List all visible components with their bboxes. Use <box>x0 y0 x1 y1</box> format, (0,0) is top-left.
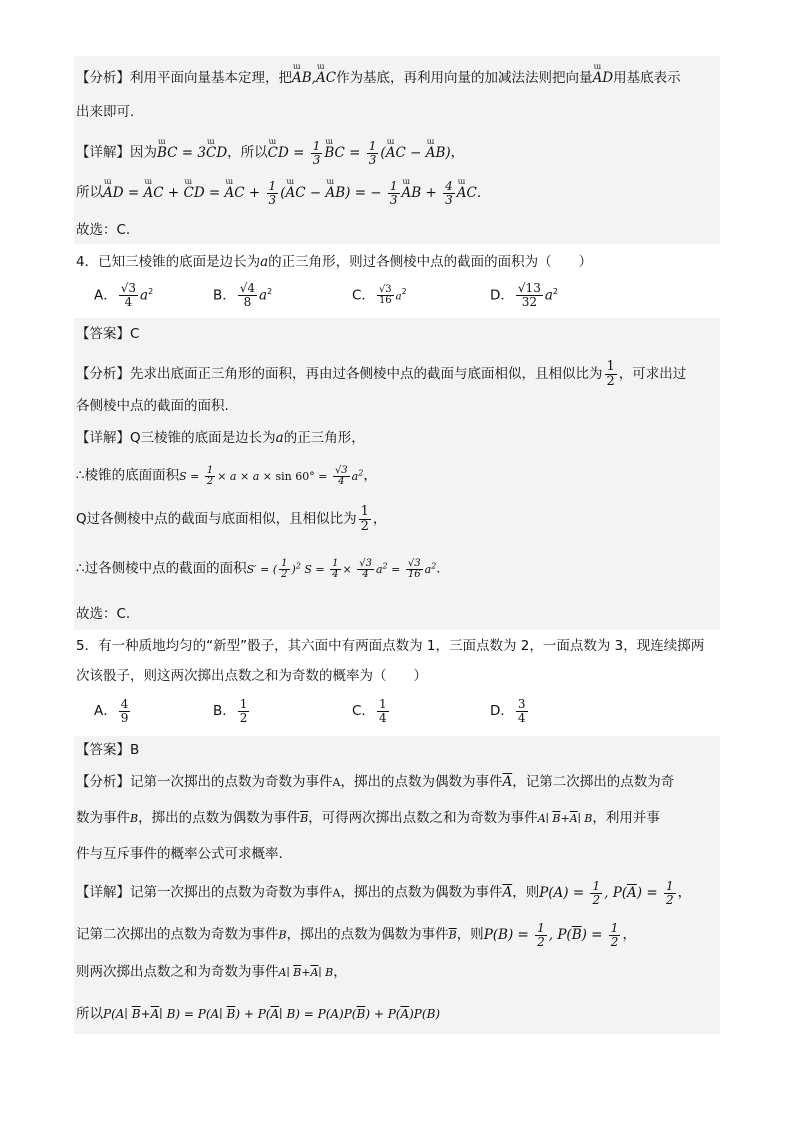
q5-stem-line-2: 次该骰子，则这两次掷出点数之和为奇数的概率为（ ） <box>76 668 427 684</box>
q4-detail-line-1: 【详解】Q三棱锥的底面是边长为a的正三角形， <box>76 430 365 446</box>
q4-analysis-line-2: 各侧棱中点的截面的面积. <box>76 398 229 414</box>
q4-conclusion: 故选：C. <box>76 606 131 622</box>
q4-option-a[interactable]: A． $\frac{√3}{4}$ $a^2$ <box>94 281 154 309</box>
q5-detail-line-1: 【详解】记第一次掷出的点数为奇数为事件A，掷出的点数为偶数为事件$\overline{A}$，则P(A) = $\frac{1}{2}$ , $P(\overline{A})$ = $\frac{1}{2}$ ， <box>76 879 692 907</box>
detail-line-1: 【详解】因为ɯ BC = 3ɯ CD，所以ɯ CD = $\frac{1}{3}$ ɯ BC = $\frac{1}{3}$ (ɯ AC − ɯ AB)， <box>76 140 464 166</box>
detail-label: 【详解】 <box>76 144 130 161</box>
formula-prob-sum: P(A∣ $\overline{B}+\overline{A}∣$ B) = P(A∣ $\overline{B}$) + $P(\overline{A}∣$ $B) = P(A)P(\overline{B}) + P(\overline{A})P(B)$ <box>103 1007 441 1021</box>
q4-stem: 4．已知三棱锥的底面是边长为a的正三角形，则过各侧棱中点的截面的面积为（ ） <box>76 254 593 270</box>
q4-answer: 【答案】C <box>76 326 140 342</box>
detail-line-2: 所以ɯ AD = ɯ AC + ɯ CD = ɯ AC + $\frac{1}{3}$ (ɯ AC − ɯ AB) = − $\frac{1}{3}$ ɯ AB + $\frac{4}{3}$ ɯ AC. <box>76 180 481 206</box>
formula-cd: ɯ CD = $\frac{1}{3}$ ɯ BC = $\frac{1}{3}$ (ɯ AC − ɯ AB) <box>268 145 451 161</box>
formula-section-area: S′ = ( $\frac{1}{2}$ )$^2$ S = $\frac{1}{4}$ × $\frac{√3}{4}$ $a^2$ = $\frac{√3}{16}$ $a^2$ <box>246 557 437 581</box>
analysis-line-2: 出来即可. <box>76 104 135 120</box>
answer-band-q4 <box>74 318 720 348</box>
q5-detail-line-2: 记第二次掷出的点数为奇数为事件B，掷出的点数为偶数为事件$\overline{B}$，则P(B) = $\frac{1}{2}$ , $P(\overline{B})$ = $\frac{1}{2}$ ， <box>76 921 636 949</box>
q5-option-d[interactable]: D． $\frac{3}{4}$ <box>490 697 526 725</box>
formula-pb: P(B) = $\frac{1}{2}$ , $P(\overline{B})$ = $\frac{1}{2}$ <box>483 921 619 949</box>
answer-band-q5 <box>74 736 720 764</box>
q4-analysis-line-1: 【分析】先求出底面正三角形的面积，再由过各侧棱中点的截面与底面相似，且相似比为 $\frac{1}{2}$ ，可求出过 <box>76 359 687 389</box>
q4-detail-line-2: ∴棱锥的底面面积S = $\frac{1}{2}$ × a × a × sin 60° = $\frac{√3}{4}$ $a^2$， <box>76 464 377 488</box>
formula-area: S = $\frac{1}{2}$ × a × a × sin 60° = $\frac{√3}{4}$ $a^2$ <box>179 464 364 488</box>
q5-detail-line-3: 则两次掷出点数之和为奇数为事件A∣ $\overline{B}+\overline{A}∣$ B， <box>76 964 347 980</box>
analysis-line-1: 【分析】利用平面向量基本定理，把ɯ AB,ɯ AC作为基底，再利用向量的加减法法则把向量ɯ AD用基底表示 <box>76 68 681 88</box>
analysis-band <box>74 56 720 126</box>
q5-analysis-line-2: 数为事件B，掷出的点数为偶数为事件$\overline{B}$，可得两次掷出点数之和为奇数为事件A∣ $\overline{B}+\overline{A}∣$ B，利用并事 <box>76 810 660 826</box>
formula-pa: P(A) = $\frac{1}{2}$ , $P(\overline{A})$ = $\frac{1}{2}$ <box>539 879 674 907</box>
q5-option-b[interactable]: B． $\frac{1}{2}$ <box>213 697 248 725</box>
q4-detail-line-4: ∴过各侧棱中点的截面的面积S′ = ( $\frac{1}{2}$ )$^2$ S = $\frac{1}{4}$ × $\frac{√3}{4}$ $a^2$ = $\frac{√3}{16}$ $a^2$. <box>76 557 441 581</box>
q5-detail-line-4: 所以P(A∣ $\overline{B}+\overline{A}∣$ B) = P(A∣ $\overline{B}$) + $P(\overline{A}∣$ $B) = P(A)P(\overline{B}) + P(\overline{A})P(B)$ <box>76 1006 441 1022</box>
q5-analysis-line-3: 件与互斥事件的概率公式可求概率. <box>76 846 283 862</box>
q5-option-c[interactable]: C． $\frac{1}{4}$ <box>352 697 387 725</box>
q4-option-d[interactable]: D． $\frac{√13}{32}$ $a^2$ <box>490 281 558 309</box>
analysis-label: 【分析】 <box>76 70 130 86</box>
q4-detail-line-3: Q过各侧棱中点的截面与底面相似，且相似比为 $\frac{1}{2}$ ， <box>76 504 387 534</box>
q4-option-c[interactable]: C． $\frac{√3}{16}$ $a^2$ <box>352 283 407 306</box>
q5-answer: 【答案】B <box>76 742 140 758</box>
q5-option-a[interactable]: A． $\frac{4}{9}$ <box>94 697 129 725</box>
formula-bc: ɯ BC = 3ɯ CD <box>157 145 227 161</box>
q5-stem-line-1: 5．有一种质地均匀的“新型”骰子，其六面中有两面点数为 1，三面点数为 2，一面点数为 3，现连续掷两 <box>76 638 705 654</box>
q4-option-b[interactable]: B． $\frac{√4}{8}$ $a^2$ <box>213 281 273 309</box>
formula-ad: ɯ AD = ɯ AC + ɯ CD = ɯ AC + $\frac{1}{3}$ (ɯ AC − ɯ AB) = − $\frac{1}{3}$ ɯ AB + $\frac{4}{3}$ ɯ AC. <box>103 185 481 201</box>
conclusion-line: 故选：C. <box>76 222 131 238</box>
q5-analysis-line-1: 【分析】记第一次掷出的点数为奇数为事件A，掷出的点数为偶数为事件$\overline{A}$，记第二次掷出的点数为奇 <box>76 774 675 790</box>
